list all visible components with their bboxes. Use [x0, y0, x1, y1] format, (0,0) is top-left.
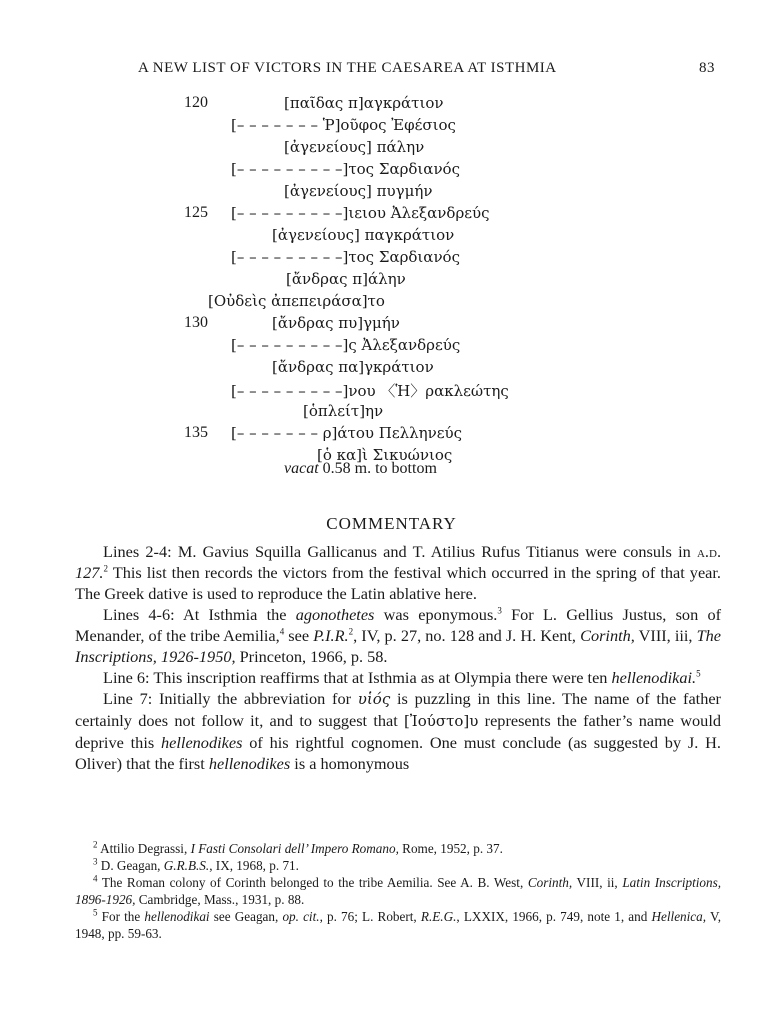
year: 127. [75, 563, 104, 582]
text: V, 1948, pp. 59-63. [75, 909, 722, 941]
footnote-ref: 3 [497, 605, 502, 616]
line-ref: Line 6: [103, 668, 150, 687]
text: Rome, 1952, p. 37. [402, 841, 503, 856]
inscription-line: [– – – – – – – – –]νου 〈Ἡ〉ρακλεώτης [231, 382, 509, 400]
text: , LXXIX, 1966, p. 749, note 1, and [456, 909, 648, 924]
citation: P.I.R. [313, 626, 349, 645]
page-number: 83 [699, 60, 715, 76]
inscription-line: [ἀγενείους] παγκράτιον [272, 226, 455, 244]
inscription-line: [ὁ κα]ὶ Σικυώνιος [317, 446, 453, 464]
commentary-heading: COMMENTARY [326, 514, 457, 533]
text: Princeton, 1966, p. 58. [239, 647, 388, 666]
greek-term: [Ἰούστο]υ [404, 712, 479, 730]
term: agonothetes [295, 605, 375, 624]
footnote [75, 840, 721, 857]
footnote-number: 3 [93, 856, 98, 867]
inscription-line: [– – – – – – – Ῥ]οῦφος Ἐφέσιος [231, 116, 456, 134]
text: VIII, ii, [576, 875, 618, 890]
vacat-measure: 0.58 m. to bottom [322, 460, 437, 477]
inscription-line: [– – – – – – – – –]ιειου Ἀλεξανδρεύς [231, 204, 490, 222]
inscription-line: [ἀγενείους] πάλην [284, 138, 425, 156]
text: represents the father’s name would deprive this [75, 711, 721, 752]
commentary-paragraph [75, 688, 721, 774]
footnote-ref: 2 [103, 563, 108, 574]
inscription-text [0, 94, 783, 484]
footnote [75, 908, 721, 942]
inscription-line: [ἄνδρας π]άλην [286, 270, 406, 288]
text: , p. 76; L. Robert, [319, 909, 417, 924]
footnote-ref: 4 [279, 626, 285, 637]
inscription-line: [ἄνδρας πυ]γμήν [272, 314, 400, 332]
greek-term: υἱός [357, 690, 391, 708]
text: VIII, iii, [638, 626, 693, 645]
text: see [288, 626, 310, 645]
inscription-line: [ὁπλείτ]ην [303, 402, 384, 420]
text: Cambridge, Mass., 1931, p. 88. [138, 892, 305, 907]
footnote [75, 857, 721, 874]
footnote [75, 874, 721, 908]
text: , IX, 1968, p. 71. [209, 858, 299, 873]
text: M. Gavius Squilla Gallicanus and T. Atilius Rufus Titianus were consuls in [177, 542, 691, 561]
citation: G.R.B.S. [163, 858, 210, 873]
commentary-paragraph [75, 604, 721, 667]
citation: The Inscriptions, 1926-1950, [75, 626, 721, 666]
commentary-body [75, 541, 721, 774]
footnote-ref: 5 [696, 668, 701, 679]
inscription-line: [Οὐδεὶς ἀπεπειράσα]το [208, 292, 385, 310]
footnote-number: 4 [93, 873, 98, 884]
footnote-number: 5 [93, 907, 98, 918]
text: The Roman colony of Corinth belonged to the tribe Aemilia. See A. B. West, [101, 875, 524, 890]
era-abbrev: a.d. [696, 542, 722, 561]
running-header [0, 60, 783, 84]
text: is a homonymous [294, 754, 410, 773]
citation: op. cit. [282, 909, 320, 924]
vacat-note [284, 460, 437, 478]
line-number: 130 [184, 314, 208, 331]
line-number: 120 [184, 94, 208, 111]
inscription-line: [παῖδας π]αγκράτιον [284, 94, 444, 112]
term: hellenodikes [208, 754, 291, 773]
text: For the [101, 909, 141, 924]
inscription-line: [– – – – – – – ρ]άτου Πελληνεύς [231, 424, 463, 442]
line-ref: Line 7: [103, 689, 153, 708]
inscription-line: [ἄνδρας πα]γκράτιον [272, 358, 434, 376]
edition-sup: 2 [348, 626, 354, 637]
term: hellenodikai [144, 909, 210, 924]
text: This inscription reaffirms that at Isthmia as at Olympia there were ten [153, 668, 608, 687]
footnotes [75, 840, 721, 942]
text: , IV, p. 27, no. 128 and J. H. Kent, [353, 626, 576, 645]
citation: Hellenica, [651, 909, 707, 924]
citation: Corinth, [580, 626, 635, 645]
inscription-line: [– – – – – – – – –]τος Σαρδιανός [231, 248, 460, 266]
running-title: A NEW LIST OF VICTORS IN THE CAESAREA AT ISTHMIA [138, 60, 557, 76]
text: At Isthmia the [182, 605, 287, 624]
inscription-line: [ἀγενείους] πυγμήν [284, 182, 433, 200]
commentary-paragraph [75, 541, 721, 604]
citation: I Fasti Consolari dell’ Impero Romano, [190, 841, 399, 856]
text: Attilio Degrassi, [100, 841, 188, 856]
citation: R.E.G. [420, 909, 457, 924]
line-ref: Lines 4-6: [103, 605, 175, 624]
vacat-word: vacat [284, 460, 319, 477]
inscription-line: [– – – – – – – – –]ς Ἀλεξανδρεύς [231, 336, 461, 354]
text: of his rightful cognomen. One must conclude (as suggested by J. H. Oliver) that the first [75, 733, 721, 773]
commentary-paragraph [75, 667, 721, 688]
text: Initially the abbreviation for [159, 689, 352, 708]
inscription-line: [– – – – – – – – –]τος Σαρδιανός [231, 160, 460, 178]
line-number: 135 [184, 424, 208, 441]
footnote-number: 2 [93, 839, 98, 850]
citation: Corinth, [527, 875, 573, 890]
text: D. Geagan, [100, 858, 161, 873]
text: is puzzling in this line. The name of the father certainly does not follow it, and to suggest that [75, 689, 721, 730]
text: This list then records the victors from the festival which occurred in the spring of that year. The Greek dative is used to reproduce the Latin ablative here. [75, 563, 721, 603]
term: hellenodikes [161, 733, 243, 752]
text: For L. Gellius Justus, son of Menander, of the tribe Aemilia, [75, 605, 722, 645]
citation: Latin Inscriptions, 1896-1926, [75, 875, 722, 907]
line-ref: Lines 2-4: [103, 542, 172, 561]
text: see Geagan, [213, 909, 279, 924]
term: hellenodikai. [611, 668, 697, 687]
text: was eponymous. [383, 605, 498, 624]
line-number: 125 [184, 204, 208, 221]
